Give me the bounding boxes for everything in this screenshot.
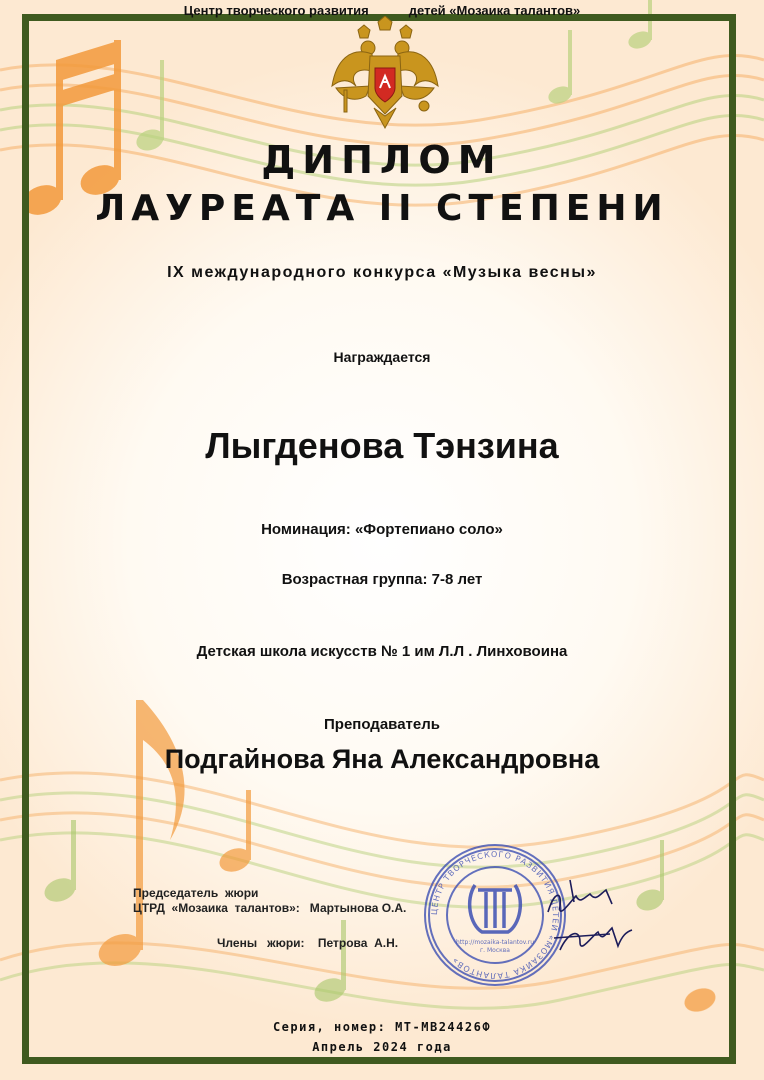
school-name: Детская школа искусств № 1 им Л.Л . Линховоина — [196, 643, 568, 660]
recipient-name: Лыгденова Тэнзина — [205, 425, 559, 466]
jury-signatures — [540, 872, 640, 962]
organization-name-part1: Центр творческого развития — [183, 3, 369, 18]
teacher-label: Преподаватель — [324, 716, 440, 733]
lyre-icon — [470, 885, 521, 932]
stamp-city: г. Москва — [480, 947, 510, 954]
diploma-title: ДИПЛОМ — [261, 138, 503, 182]
nomination: Номинация: «Фортепиано соло» — [261, 521, 503, 538]
age-group: Возрастная группа: 7-8 лет — [281, 571, 483, 588]
coat-of-arms-emblem — [330, 16, 440, 131]
diploma-subtitle: ЛАУРЕАТА II СТЕПЕНИ — [95, 188, 669, 229]
teacher-name: Подгайнова Яна Александровна — [164, 744, 600, 774]
jury-chair-name: ЦТРД «Мозаика талантов»: Мартынова О.А. — [133, 901, 407, 915]
jury-members: Члены жюри: Петрова А.Н. — [217, 936, 399, 950]
stamp-url: http://mozaika-talantov.ru — [455, 939, 535, 946]
issue-date: Апрель 2024 года — [312, 1040, 452, 1054]
contest-name: IX международного конкурса «Музыка весны» — [167, 264, 597, 281]
organization-name-part2: детей «Мозаика талантов» — [408, 3, 581, 18]
jury-chair-title: Председатель жюри — [133, 886, 259, 900]
stamp-ring-text: ЦЕНТР ТВОРЧЕСКОГО РАЗВИТИЯ ДЕТЕЙ «МОЗАИКА ТАЛАНТОВ» — [429, 849, 561, 981]
serial-number: Серия, номер: МТ-МВ24426Ф — [272, 1020, 492, 1034]
awarded-label: Награждается — [333, 349, 431, 365]
